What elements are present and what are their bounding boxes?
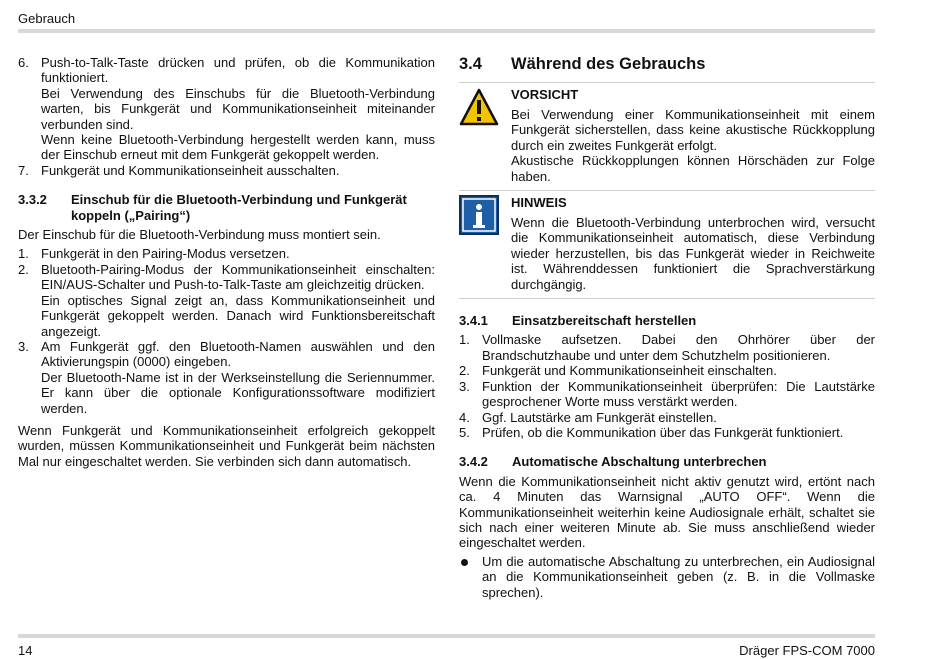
section-title: Einsatzbereitschaft herstellen	[512, 313, 697, 329]
bullet-dot-icon	[461, 559, 468, 566]
list-item	[18, 262, 435, 339]
step-text: Push-to-Talk-Taste drücken und prüfen, ob die Kommunikation funktioniert.	[41, 55, 435, 86]
caution-title: VORSICHT	[511, 87, 579, 102]
step-number: 1.	[459, 332, 470, 348]
product-name: Dräger FPS-COM 7000	[739, 643, 875, 658]
hint-notice	[459, 191, 875, 299]
section-heading-3-3-2	[18, 192, 435, 223]
section-number: 3.3.2	[18, 192, 47, 208]
hint-text: Wenn die Bluetooth-Verbindung unterbrochen wird, versucht die Kommunikationseinheit automatisch, diese Verbindung wieder herzustellen, bis das Funkgerät wieder in Reichweite ist. Währenddessen funktioniert die Sprachverstärkung durchgängig.	[511, 215, 875, 292]
section-number: 3.4.1	[459, 313, 488, 329]
section-title: Einschub für die Bluetooth-Verbindung und Funkgerät koppeln („Pairing“)	[71, 192, 407, 223]
info-icon	[459, 195, 499, 235]
section-title: Während des Gebrauchs	[511, 55, 706, 73]
list-item	[18, 339, 435, 416]
list-item	[18, 163, 435, 178]
step-text: Funkgerät in den Pairing-Modus versetzen.	[41, 246, 290, 262]
list-item	[18, 246, 435, 261]
running-header: Gebrauch	[18, 11, 76, 26]
step-number: 7.	[18, 162, 29, 178]
intro-paragraph: Der Einschub für die Bluetooth-Verbindung muss montiert sein.	[18, 227, 381, 243]
steps-list-continued	[18, 55, 435, 178]
step-text: Ggf. Lautstärke am Funkgerät einstellen.	[482, 409, 717, 425]
section-number: 3.4.2	[459, 454, 488, 470]
step-text: Bluetooth-Pairing-Modus der Kommunikationseinheit einschalten: EIN/AUS-Schalter und Push-to-Talk-Taste am gleichzeitig drücken.	[41, 261, 435, 293]
step-number: 3.	[459, 378, 470, 394]
step-text: Funkgerät und Kommunikationseinheit ausschalten.	[41, 162, 340, 178]
step-text: Am Funkgerät ggf. den Bluetooth-Namen auswählen und den Aktivierungspin (0000) eingeben.	[41, 338, 435, 370]
step-number: 2.	[459, 363, 470, 379]
section-title: Automatische Abschaltung unterbrechen	[512, 454, 767, 470]
step-text: Prüfen, ob die Kommunikation über das Funkgerät funktioniert.	[482, 424, 844, 440]
list-item	[459, 332, 875, 363]
step-number: 5.	[459, 424, 470, 440]
list-item	[459, 410, 875, 425]
page-number: 14	[18, 643, 33, 658]
caution-text: Bei Verwendung einer Kommunikationseinheit mit einem Funkgerät sicherstellen, dass keine akustische Rückkopplung durch ein zweites Funkgerät erfolgt.	[511, 107, 875, 153]
section-heading-3-4-1	[459, 313, 875, 328]
section-heading-3-4-2	[459, 454, 875, 469]
list-item	[459, 425, 875, 440]
list-item	[459, 363, 875, 378]
readiness-steps-list	[459, 332, 875, 440]
closing-paragraph: Wenn Funkgerät und Kommunikationseinheit erfolgreich gekoppelt wurden, müssen Kommunikationseinheit und Funkgerät beim nächsten Mal nur eingeschaltet werden. Sie verbinden sich dann automatisch.	[18, 422, 435, 469]
list-item	[459, 379, 875, 410]
caution-text: Akustische Rückkopplungen können Hörschäden zur Folge haben.	[511, 153, 875, 184]
step-number: 4.	[459, 409, 470, 425]
step-text: Bei Verwendung des Einschubs für die Bluetooth-Verbindung warten, bis Funkgerät und Kommunikationseinheit miteinander verbunden sind.	[41, 85, 435, 132]
step-text: Vollmaske aufsetzen. Dabei den Ohrhörer über der Brandschutzhaube und unter dem Schutzhelm positionieren.	[482, 332, 875, 363]
step-text: Funktion der Kommunikationseinheit überprüfen: Die Lautstärke gesprochener Worte muss verstärkt werden.	[482, 378, 875, 410]
step-number: 2.	[18, 261, 29, 277]
step-number: 6.	[18, 55, 29, 70]
step-text: Funkgerät und Kommunikationseinheit einschalten.	[482, 363, 777, 379]
header-rule	[18, 29, 875, 33]
list-item	[18, 55, 435, 163]
warning-icon	[459, 87, 499, 127]
caution-notice	[459, 82, 875, 191]
step-text: Ein optisches Signal zeigt an, dass Kommunikationseinheit und Funkgerät gekoppelt werden. Danach wird Funktionsbereitschaft angezeigt.	[41, 292, 435, 339]
hint-title: HINWEIS	[511, 195, 567, 211]
bullet-item	[459, 554, 875, 600]
auto-off-paragraph: Wenn die Kommunikationseinheit nicht aktiv genutzt wird, ertönt nach ca. 4 Minuten das Warnsignal „AUTO OFF“. Wenn die Kommunikationseinheit weiterhin keine Audiosignale erhält, schaltet sie sich nach einer weiteren Minute ab. Sie muss anschließend wieder eingeschaltet werden.	[459, 473, 875, 551]
pairing-steps-list	[18, 246, 435, 415]
step-number: 1.	[18, 246, 29, 262]
right-column	[459, 55, 875, 600]
bullet-text: Um die automatische Abschaltung zu unterbrechen, ein Audiosignal an die Kommunikationseinheit geben (z. B. in die Vollmaske sprechen).	[482, 553, 875, 600]
section-number: 3.4	[459, 55, 482, 73]
left-column	[18, 55, 435, 469]
footer-rule	[18, 634, 875, 638]
section-heading-3-4	[459, 55, 875, 74]
step-text: Wenn keine Bluetooth-Verbindung hergestellt werden kann, muss der Einschub erneut mit dem Funkgerät gekoppelt werden.	[41, 132, 435, 163]
step-text: Der Bluetooth-Name ist in der Werkseinstellung die Seriennummer. Er kann über die optionale Konfigurationssoftware modifiziert werden.	[41, 369, 435, 416]
step-number: 3.	[18, 338, 29, 354]
